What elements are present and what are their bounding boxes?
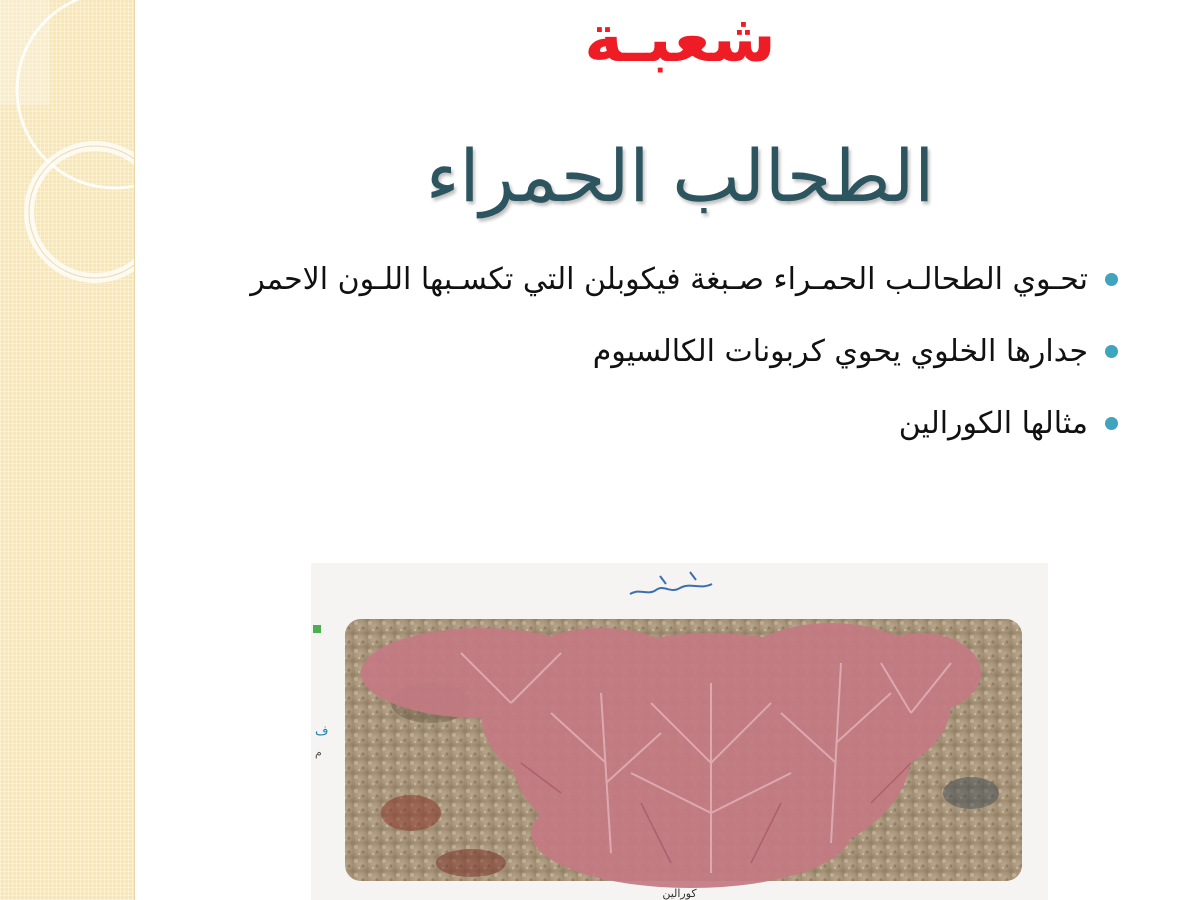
slide-title: الطحالب الحمراء [425, 134, 935, 218]
bullet-dot-icon [1105, 273, 1118, 286]
bullet-dot-icon [1105, 345, 1118, 358]
margin-mark: ف [315, 724, 329, 739]
bullet-item [180, 324, 1120, 380]
bullet-text: جدارها الخلوي يحوي كربونات الكالسيوم [592, 334, 1088, 369]
bullet-item [180, 396, 1120, 452]
decorative-side-strip [0, 0, 135, 900]
bullet-item [180, 252, 1120, 308]
bullet-list [180, 252, 1120, 468]
bullet-text: تحـوي الطحالـب الحمـراء صـبغة فيكوبلن التي تكسـبها اللـون الاحمر [250, 262, 1088, 297]
coralline-photo [311, 563, 1048, 900]
handwritten-note [620, 566, 740, 606]
bullet-text: مثالها الكورالين [898, 406, 1088, 441]
coralline-algae-image [311, 563, 1048, 900]
photo-caption: كورالين [662, 887, 697, 900]
slide-title-phylum: شعبـة [584, 0, 776, 77]
decorative-circles [0, 0, 134, 900]
margin-mark: م [315, 746, 322, 759]
bullet-dot-icon [1105, 417, 1118, 430]
